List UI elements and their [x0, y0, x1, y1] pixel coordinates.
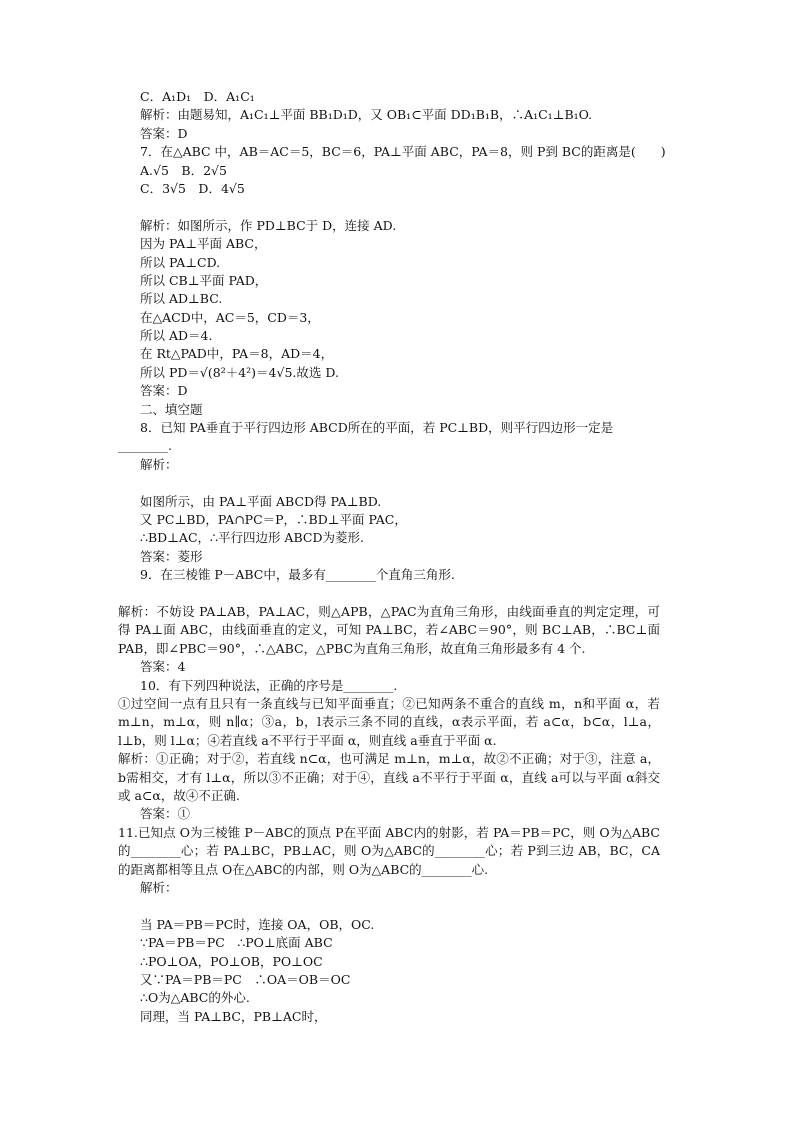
text-line: 所以 PD＝√(8²＋4²)＝4√5.故选 D.	[140, 364, 339, 380]
option-line: C．3√5 D．4√5	[140, 180, 245, 196]
answer-line: 答案：菱形	[140, 548, 203, 564]
text-line: 又∵PA＝PB＝PC ∴OA＝OB＝OC	[140, 971, 351, 987]
question-8: 8．已知 PA垂直于平行四边形 ABCD所在的平面，若 PC⊥BD，则平行四边形一定是	[140, 420, 614, 436]
text-line: 在△ACD中，AC＝5，CD＝3，	[140, 309, 320, 325]
text-line: 如图所示，由 PA⊥平面 ABCD得 PA⊥BD.	[140, 493, 382, 509]
text-line: 所以 CB⊥平面 PAD，	[140, 272, 268, 288]
text-line: ∴BD⊥AC，∴平行四边形 ABCD为菱形.	[140, 530, 364, 546]
question-10: 10．有下列四种说法，正确的序号是________.	[140, 677, 398, 693]
text-line: 解析：如图所示，作 PD⊥BC于 D，连接 AD.	[140, 217, 397, 233]
paragraph: 解析：不妨设 PA⊥AB，PA⊥AC，则△APB，△PAC为直角三角形，由线面垂直的判定定理，可得 PA⊥面 ABC，由线面垂直的定义，可知 PA⊥BC，若∠ABC＝90°，则 BC⊥AB，∴BC⊥面 PAB，即∠PBC＝90°，∴△ABC，△PBC为直角三角形，故直角三角形最多有 4 个.	[118, 603, 660, 656]
text-line: 解析：由题易知，A₁C₁⊥平面 BB₁D₁D，又 OB₁⊂平面 DD₁B₁B，∴A₁C₁⊥B₁O.	[140, 107, 593, 123]
text-line: 解析：	[140, 879, 178, 895]
answer-line: 答案：4	[140, 659, 186, 675]
text-line: 当 PA＝PB＝PC时，连接 OA，OB，OC.	[140, 916, 375, 932]
section-heading: 二、填空题	[140, 401, 203, 417]
text-line: ∴PO⊥OA，PO⊥OB，PO⊥OC	[140, 953, 323, 969]
figure-space	[140, 585, 660, 603]
paragraph: 解析：①正确；对于②，若直线 n⊂α，也可满足 m⊥n，m⊥α，故②不正确；对于③，注意 a，b需相交，才有 l⊥α，所以③不正确；对于④，直线 a不平行于平面 α，直线 a可以与平面 α斜交或 a⊂α，故④不正确.	[118, 751, 660, 803]
answer-blank: ________.	[118, 438, 172, 454]
text-line: 答案：D	[140, 125, 188, 141]
text-line: 同理，当 PA⊥BC，PB⊥AC时，	[140, 1008, 327, 1024]
paragraph: ①过空间一点有且只有一条直线与已知平面垂直；②已知两条不重合的直线 m，n和平面 α，若 m⊥n，m⊥α，则 n∥α；③a，b，l表示三条不同的直线，α表示平面，若 a⊂α，b⊂α，l⊥a，l⊥b，则 l⊥α；④若直线 a不平行于平面 α，则直线 a垂直于平面 α.	[118, 695, 660, 748]
text-line: 所以 AD＝4.	[140, 328, 213, 344]
figure-space	[140, 474, 660, 492]
text-line: 又 PC⊥BD，PA∩PC＝P，∴BD⊥平面 PAC，	[140, 511, 407, 527]
question-11: 11.已知点 O为三棱锥 P－ABC的顶点 P在平面 ABC内的射影，若 PA＝PB＝PC，则 O为△ABC的________心；若 PA⊥BC，PB⊥AC，则 O为△ABC的________心；若 P到三边 AB，BC，CA的距离都相等且点 O在△ABC的内部，则 O为△ABC的________心.	[118, 824, 660, 877]
option-line: A.√5 B．2√5	[140, 162, 227, 178]
text-line: 因为 PA⊥平面 ABC，	[140, 236, 267, 252]
text-line: 所以 AD⊥BC.	[140, 291, 223, 307]
text-line: C．A₁D₁ D．A₁C₁	[140, 89, 255, 104]
solution-text	[118, 88, 666, 1026]
text-line: ∴O为△ABC的外心.	[140, 990, 250, 1006]
text-line: 在 Rt△PAD中，PA＝8，AD＝4，	[140, 346, 334, 362]
text-line: 解析：	[140, 456, 178, 472]
question-7: 7．在△ABC 中，AB＝AC＝5，BC＝6，PA⊥平面 ABC，PA＝8，则 P到 BC的距离是( )	[140, 144, 666, 160]
text-line: 所以 PA⊥CD.	[140, 254, 221, 270]
figure-space	[140, 897, 660, 915]
answer-line: 答案：①	[140, 806, 191, 822]
question-9: 9．在三棱锥 P－ABC中，最多有________个直角三角形.	[140, 567, 455, 583]
figure-space	[140, 198, 660, 216]
text-line: ∵PA＝PB＝PC ∴PO⊥底面 ABC	[140, 935, 333, 951]
answer-line: 答案：D	[140, 383, 188, 399]
